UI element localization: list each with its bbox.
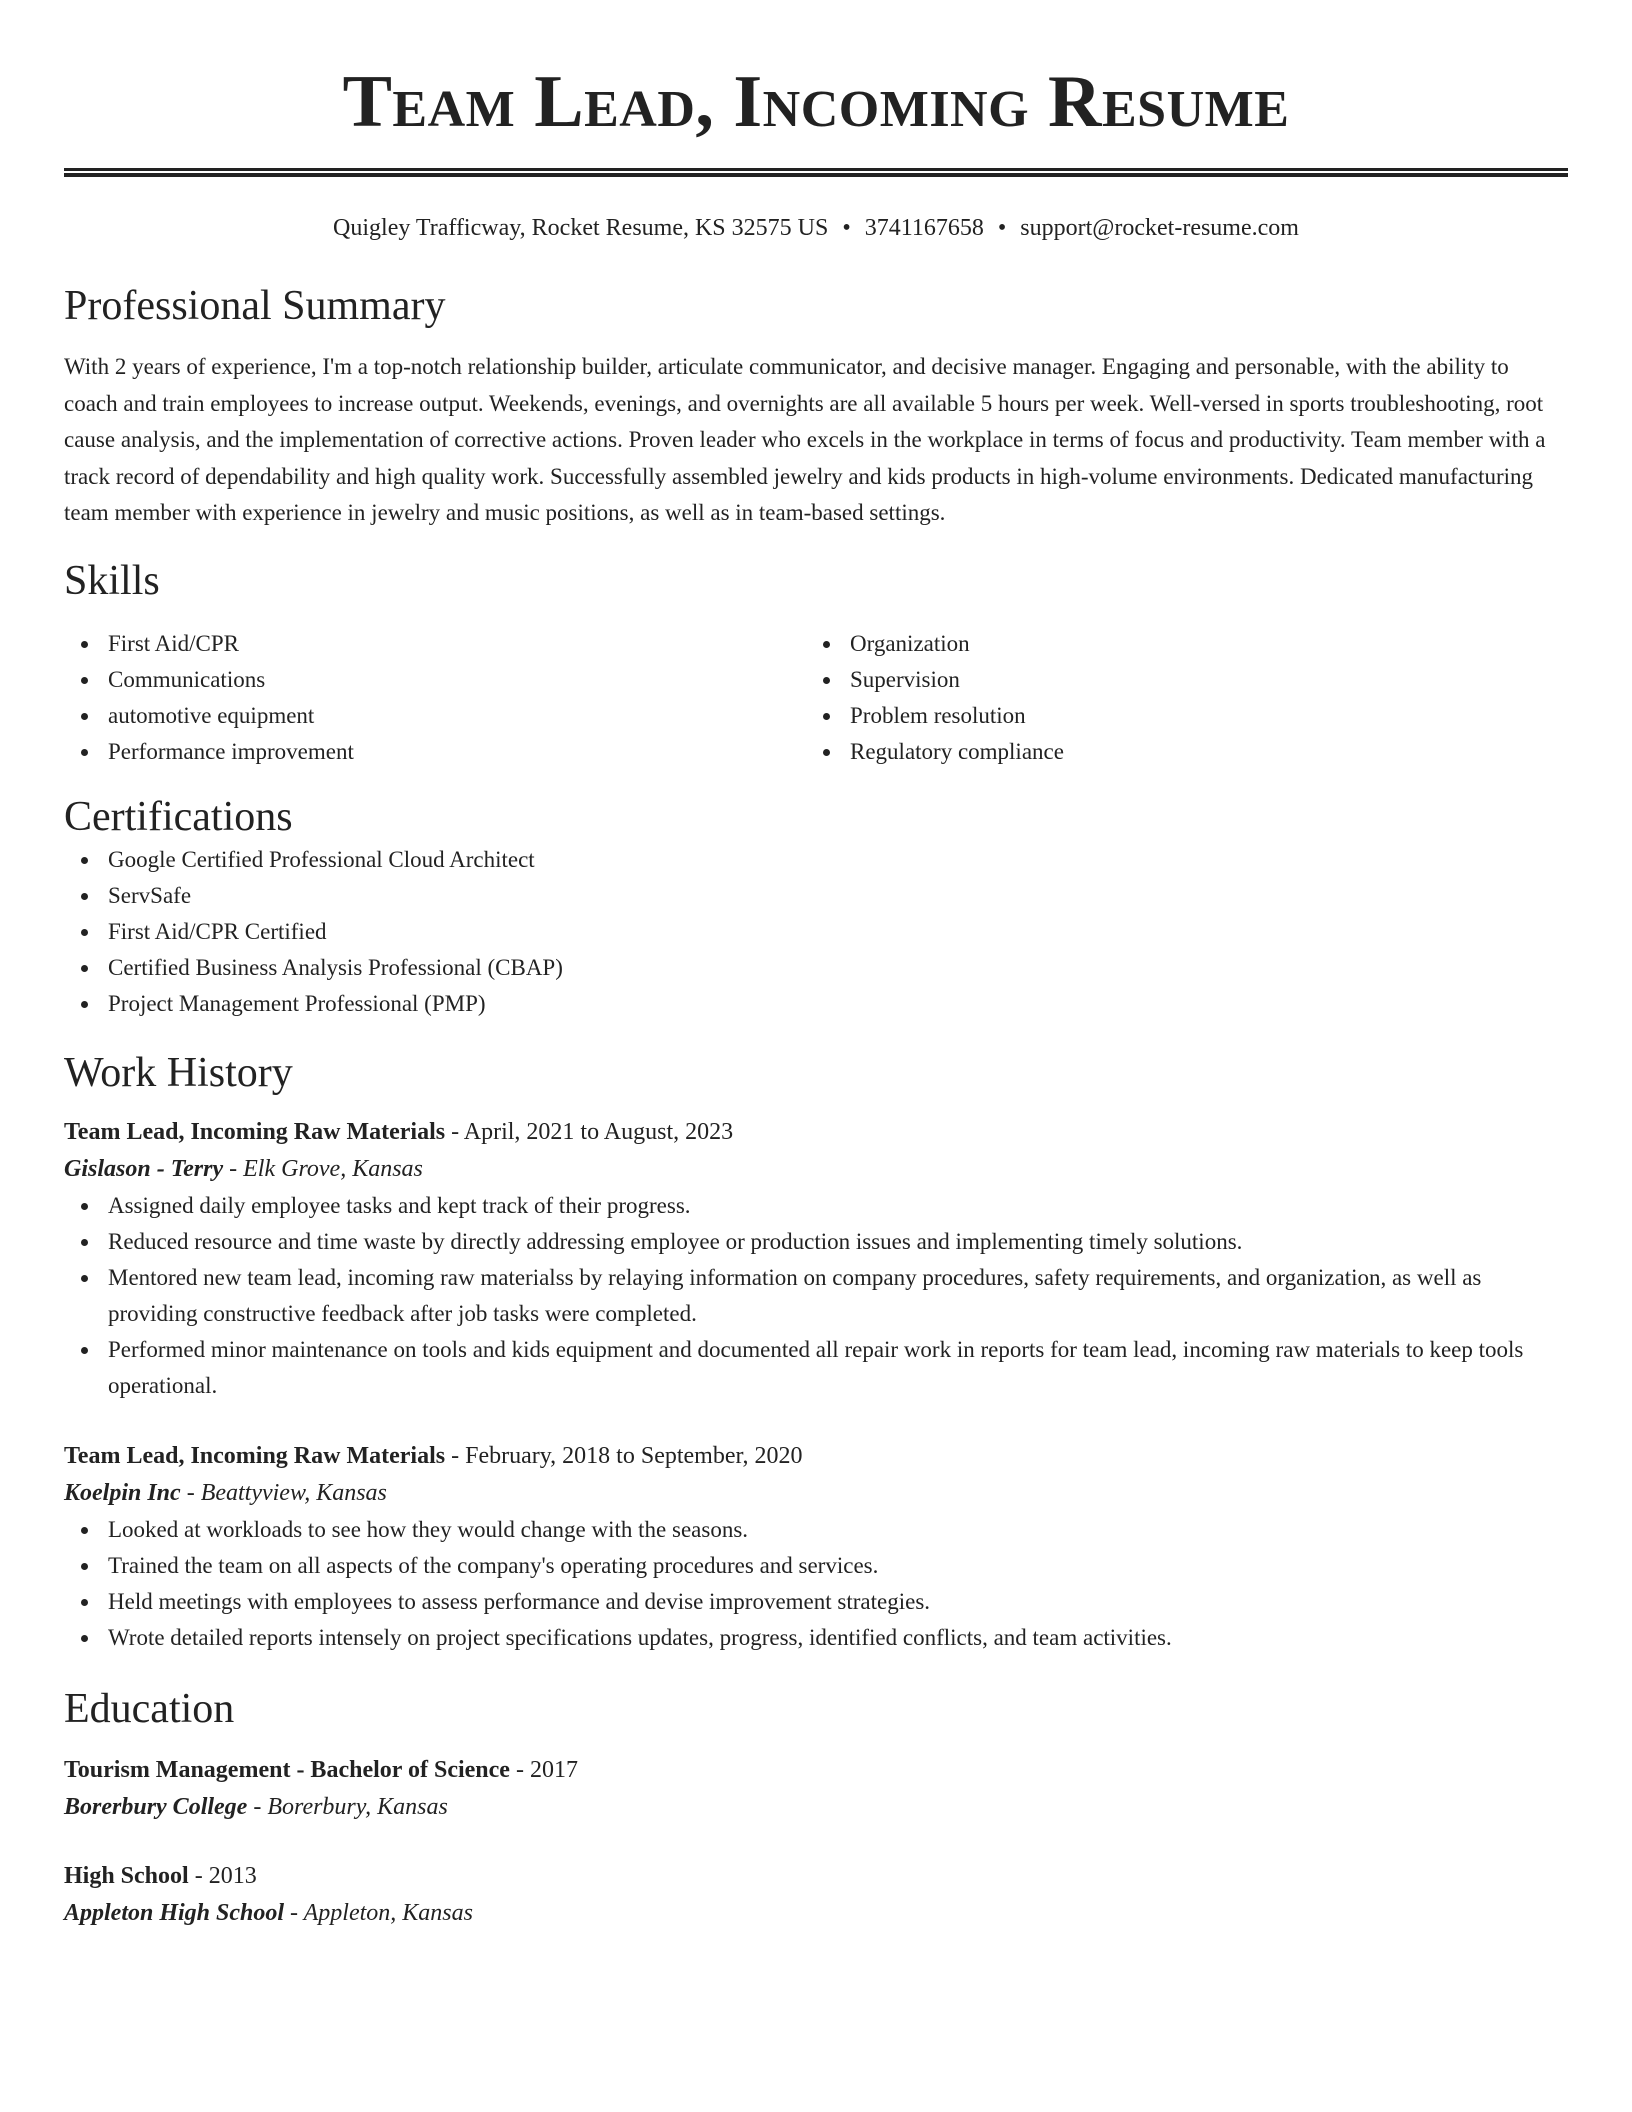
job-company: Gislason - Terry bbox=[64, 1155, 224, 1182]
resume-title: Team Lead, Incoming Resume bbox=[342, 61, 1290, 143]
education-school-line: Appleton High School - Appleton, Kansas bbox=[64, 1899, 473, 1926]
job-dates: April, 2021 to August, 2023 bbox=[463, 1118, 734, 1145]
certifications-heading: Certifications bbox=[64, 793, 293, 840]
job-duties bbox=[64, 1512, 1568, 1656]
education-school: Appleton High School bbox=[64, 1899, 285, 1926]
job-employer: Koelpin Inc - Beattyview, Kansas bbox=[64, 1479, 387, 1506]
contact-separator: • bbox=[997, 215, 1007, 241]
education-school-line: Borerbury College - Borerbury, Kansas bbox=[64, 1793, 448, 1820]
job-duty: Reduced resource and time waste by directly addressing employee or production issues and implementing timely solutions. bbox=[64, 1224, 1568, 1260]
certification-item: Google Certified Professional Cloud Architect bbox=[64, 842, 1568, 878]
job-location: Elk Grove, Kansas bbox=[243, 1155, 423, 1182]
education-school: Borerbury College bbox=[64, 1793, 248, 1820]
skill-item: automotive equipment bbox=[64, 698, 806, 734]
skill-item: Supervision bbox=[806, 662, 1548, 698]
education-year: 2013 bbox=[208, 1862, 257, 1889]
job-company: Koelpin Inc bbox=[64, 1479, 181, 1506]
education-year: 2017 bbox=[529, 1756, 578, 1783]
skill-item: Communications bbox=[64, 662, 806, 698]
education-degree-line: High School - 2013 bbox=[64, 1862, 257, 1889]
work-history-heading: Work History bbox=[64, 1049, 293, 1096]
skill-item: Problem resolution bbox=[806, 698, 1548, 734]
education-entry bbox=[64, 1858, 1568, 1932]
job-entry bbox=[64, 1438, 1568, 1656]
certification-item: ServSafe bbox=[64, 878, 1568, 914]
education-degree: High School bbox=[64, 1862, 189, 1889]
certification-item: Certified Business Analysis Professional (CBAP) bbox=[64, 950, 1568, 986]
skills-column-left bbox=[64, 626, 806, 770]
skill-item: Regulatory compliance bbox=[806, 734, 1548, 770]
job-title: Team Lead, Incoming Raw Materials bbox=[64, 1118, 446, 1145]
skills-grid bbox=[64, 626, 1568, 770]
skills-column-right bbox=[806, 626, 1548, 770]
job-duty: Mentored new team lead, incoming raw materialss by relaying information on company procedures, safety requirements, and organization, as well as providing constructive feedback after job tasks were completed. bbox=[64, 1260, 1568, 1332]
job-duty: Held meetings with employees to assess performance and devise improvement strategies. bbox=[64, 1584, 1568, 1620]
education-entry bbox=[64, 1752, 1568, 1826]
job-title: Team Lead, Incoming Raw Materials bbox=[64, 1442, 446, 1469]
job-location: Beattyview, Kansas bbox=[200, 1479, 387, 1506]
job-employer: Gislason - Terry - Elk Grove, Kansas bbox=[64, 1155, 423, 1182]
education-degree: Tourism Management - Bachelor of Science bbox=[64, 1756, 510, 1783]
contact-email: support@rocket-resume.com bbox=[1020, 215, 1299, 241]
job-duty: Wrote detailed reports intensely on project specifications updates, progress, identified conflicts, and team activities. bbox=[64, 1620, 1568, 1656]
job-duty: Trained the team on all aspects of the company's operating procedures and services. bbox=[64, 1548, 1568, 1584]
certification-item: Project Management Professional (PMP) bbox=[64, 986, 1568, 1022]
contact-address: Quigley Trafficway, Rocket Resume, KS 32575 US bbox=[333, 215, 829, 241]
contact-separator: • bbox=[842, 215, 851, 241]
education-location: Borerbury, Kansas bbox=[267, 1793, 448, 1820]
skill-item: Organization bbox=[806, 626, 1548, 662]
job-duty: Assigned daily employee tasks and kept track of their progress. bbox=[64, 1188, 1568, 1224]
skills-heading: Skills bbox=[64, 557, 160, 604]
education-location: Appleton, Kansas bbox=[303, 1899, 473, 1926]
job-header: Team Lead, Incoming Raw Materials - February, 2018 to September, 2020 bbox=[64, 1442, 803, 1469]
summary-heading: Professional Summary bbox=[64, 283, 446, 329]
certifications-list bbox=[64, 842, 1568, 1022]
education-degree-line: Tourism Management - Bachelor of Science - 2017 bbox=[64, 1756, 578, 1783]
contact-line bbox=[64, 213, 1568, 243]
job-dates: February, 2018 to September, 2020 bbox=[465, 1442, 803, 1469]
skill-item: Performance improvement bbox=[64, 734, 806, 770]
job-duty: Looked at workloads to see how they would change with the seasons. bbox=[64, 1512, 1568, 1548]
title-double-rule bbox=[64, 168, 1568, 177]
skill-item: First Aid/CPR bbox=[64, 626, 806, 662]
contact-phone: 3741167658 bbox=[864, 215, 984, 241]
job-duties bbox=[64, 1188, 1568, 1404]
summary-text: With 2 years of experience, I'm a top-notch relationship builder, articulate communicator, and decisive manager. Engaging and personable, with the ability to coach and train employees to increase output. Weekends, evenings, and overnights are all available 5 hours per week. Well-versed in sports troubleshooting, root cause analysis, and the implementation of corrective actions. Proven leader who excels in the workplace in terms of focus and productivity. Team member with a track record of dependability and high quality work. Successfully assembled jewelry and kids products in high-volume environments. Dedicated manufacturing team member with experience in jewelry and music positions, as well as in team-based settings. bbox=[64, 354, 1546, 525]
job-header: Team Lead, Incoming Raw Materials - April, 2021 to August, 2023 bbox=[64, 1118, 734, 1145]
job-entry bbox=[64, 1114, 1568, 1404]
education-heading: Education bbox=[64, 1685, 235, 1732]
job-duty: Performed minor maintenance on tools and kids equipment and documented all repair work in reports for team lead, incoming raw materials to keep tools operational. bbox=[64, 1332, 1568, 1404]
certification-item: First Aid/CPR Certified bbox=[64, 914, 1568, 950]
